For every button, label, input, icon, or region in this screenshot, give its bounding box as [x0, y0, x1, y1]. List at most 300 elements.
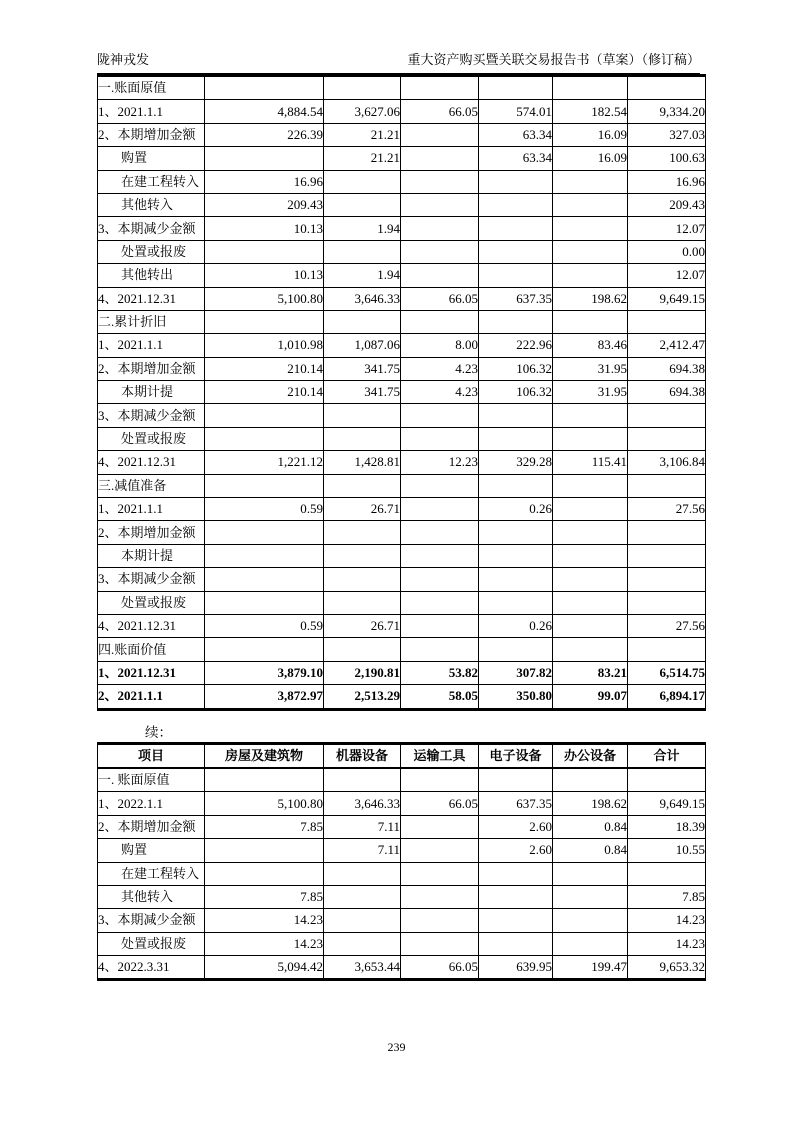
table-row [98, 885, 706, 908]
row-label-cell: 一. 账面原值 [98, 768, 205, 792]
row-label-cell: 在建工程转入 [98, 862, 205, 885]
value-cell: 209.43 [628, 193, 706, 216]
value-cell: 16.96 [628, 170, 706, 193]
value-cell: 9,649.15 [628, 287, 706, 310]
value-cell: 16.09 [553, 147, 628, 170]
value-cell [324, 521, 401, 544]
value-cell: 100.63 [628, 147, 706, 170]
value-cell: 106.32 [479, 357, 553, 380]
value-cell: 27.56 [628, 498, 706, 521]
value-cell [324, 240, 401, 263]
value-cell: 12.07 [628, 217, 706, 240]
table-row [98, 357, 706, 380]
row-label-cell: 其他转出 [98, 264, 205, 287]
value-cell: 210.14 [205, 381, 324, 404]
value-cell [324, 474, 401, 497]
value-cell [324, 310, 401, 333]
value-cell [401, 123, 479, 146]
value-cell [401, 310, 479, 333]
row-label-cell: 1、2021.1.1 [98, 334, 205, 357]
value-cell: 8.00 [401, 334, 479, 357]
fixed-assets-table-2021 [97, 74, 706, 711]
value-cell: 341.75 [324, 357, 401, 380]
row-label-cell: 2、本期增加金额 [98, 357, 205, 380]
value-cell [401, 909, 479, 932]
value-cell: 637.35 [479, 287, 553, 310]
value-cell [628, 591, 706, 614]
value-cell: 7.85 [205, 815, 324, 838]
table-row [98, 474, 706, 497]
value-cell: 3,872.97 [205, 685, 324, 709]
value-cell [553, 404, 628, 427]
value-cell: 694.38 [628, 381, 706, 404]
value-cell [205, 862, 324, 885]
value-cell: 12.23 [401, 451, 479, 474]
value-cell: 63.34 [479, 123, 553, 146]
value-cell [401, 498, 479, 521]
fixed-assets-table-2022 [97, 742, 706, 982]
value-cell: 1,428.81 [324, 451, 401, 474]
value-cell [401, 568, 479, 591]
table-row [98, 193, 706, 216]
value-cell: 66.05 [401, 287, 479, 310]
value-cell [479, 217, 553, 240]
value-cell [479, 76, 553, 100]
value-cell [324, 170, 401, 193]
value-cell [628, 638, 706, 661]
table-row [98, 451, 706, 474]
value-cell [628, 427, 706, 450]
row-label-cell: 3、本期减少金额 [98, 909, 205, 932]
value-cell [479, 193, 553, 216]
value-cell [479, 427, 553, 450]
value-cell [628, 76, 706, 100]
value-cell: 3,646.33 [324, 792, 401, 815]
value-cell: 1.94 [324, 264, 401, 287]
table-row [98, 768, 706, 792]
value-cell: 574.01 [479, 100, 553, 123]
value-cell: 0.84 [553, 839, 628, 862]
table-row [98, 792, 706, 815]
value-cell [553, 193, 628, 216]
page-number: 239 [387, 1040, 406, 1054]
value-cell [324, 862, 401, 885]
value-cell: 7.85 [628, 885, 706, 908]
value-cell: 327.03 [628, 123, 706, 146]
value-cell: 6,514.75 [628, 661, 706, 684]
value-cell [628, 862, 706, 885]
column-header: 运输工具 [401, 743, 479, 768]
value-cell [205, 147, 324, 170]
value-cell [553, 768, 628, 792]
value-cell [479, 568, 553, 591]
value-cell: 10.13 [205, 217, 324, 240]
value-cell: 14.23 [205, 932, 324, 955]
row-label-cell: 1、2021.12.31 [98, 661, 205, 684]
column-header: 机器设备 [324, 743, 401, 768]
value-cell [479, 474, 553, 497]
value-cell: 1,221.12 [205, 451, 324, 474]
value-cell: 53.82 [401, 661, 479, 684]
row-label-cell: 二.累计折旧 [98, 310, 205, 333]
value-cell [479, 638, 553, 661]
value-cell [479, 310, 553, 333]
value-cell [401, 768, 479, 792]
row-label-cell: 处置或报废 [98, 932, 205, 955]
value-cell: 58.05 [401, 685, 479, 709]
table-row [98, 638, 706, 661]
value-cell: 1.94 [324, 217, 401, 240]
value-cell [479, 170, 553, 193]
value-cell [479, 768, 553, 792]
table-row [98, 685, 706, 709]
value-cell [324, 885, 401, 908]
value-cell: 2.60 [479, 815, 553, 838]
value-cell: 637.35 [479, 792, 553, 815]
value-cell [205, 839, 324, 862]
value-cell [479, 404, 553, 427]
value-cell: 26.71 [324, 614, 401, 637]
value-cell [205, 240, 324, 263]
value-cell: 27.56 [628, 614, 706, 637]
value-cell [401, 614, 479, 637]
value-cell: 0.26 [479, 614, 553, 637]
value-cell [324, 638, 401, 661]
row-label-cell: 本期计提 [98, 381, 205, 404]
value-cell [401, 815, 479, 838]
value-cell [553, 76, 628, 100]
value-cell [324, 932, 401, 955]
table-row [98, 909, 706, 932]
value-cell [401, 404, 479, 427]
table-row [98, 123, 706, 146]
value-cell [401, 427, 479, 450]
row-label-cell: 4、2022.3.31 [98, 956, 205, 980]
value-cell: 99.07 [553, 685, 628, 709]
value-cell [553, 217, 628, 240]
value-cell [205, 638, 324, 661]
row-label-cell: 4、2021.12.31 [98, 614, 205, 637]
value-cell: 639.95 [479, 956, 553, 980]
value-cell [401, 170, 479, 193]
value-cell [553, 568, 628, 591]
value-cell: 5,100.80 [205, 792, 324, 815]
value-cell: 5,094.42 [205, 956, 324, 980]
row-label-cell: 2、2021.1.1 [98, 685, 205, 709]
value-cell [401, 932, 479, 955]
table-header-row [98, 743, 706, 768]
value-cell [553, 932, 628, 955]
value-cell [479, 521, 553, 544]
value-cell: 3,646.33 [324, 287, 401, 310]
value-cell [401, 474, 479, 497]
value-cell: 14.23 [205, 909, 324, 932]
table-row [98, 147, 706, 170]
value-cell: 3,627.06 [324, 100, 401, 123]
value-cell [401, 240, 479, 263]
value-cell: 14.23 [628, 932, 706, 955]
value-cell: 7.85 [205, 885, 324, 908]
value-cell: 2,190.81 [324, 661, 401, 684]
row-label-cell: 一.账面原值 [98, 76, 205, 100]
row-label-cell: 本期计提 [98, 544, 205, 567]
table-row [98, 614, 706, 637]
row-label-cell: 购置 [98, 839, 205, 862]
value-cell: 226.39 [205, 123, 324, 146]
value-cell [401, 76, 479, 100]
value-cell [553, 474, 628, 497]
value-cell: 115.41 [553, 451, 628, 474]
row-label-cell: 3、本期减少金额 [98, 404, 205, 427]
value-cell: 9,653.32 [628, 956, 706, 980]
table-row [98, 839, 706, 862]
value-cell: 31.95 [553, 357, 628, 380]
value-cell [628, 310, 706, 333]
row-label-cell: 4、2021.12.31 [98, 287, 205, 310]
row-label-cell: 2、本期增加金额 [98, 815, 205, 838]
table-row [98, 264, 706, 287]
value-cell: 66.05 [401, 956, 479, 980]
value-cell [479, 909, 553, 932]
value-cell: 66.05 [401, 792, 479, 815]
row-label-cell: 其他转入 [98, 193, 205, 216]
value-cell: 10.55 [628, 839, 706, 862]
value-cell: 3,106.84 [628, 451, 706, 474]
value-cell [324, 544, 401, 567]
value-cell [553, 427, 628, 450]
table-row [98, 76, 706, 100]
value-cell [479, 932, 553, 955]
value-cell [324, 568, 401, 591]
value-cell: 210.14 [205, 357, 324, 380]
row-label-cell: 3、本期减少金额 [98, 568, 205, 591]
value-cell [401, 544, 479, 567]
value-cell: 199.47 [553, 956, 628, 980]
value-cell [553, 264, 628, 287]
value-cell: 0.59 [205, 614, 324, 637]
value-cell [628, 544, 706, 567]
value-cell: 63.34 [479, 147, 553, 170]
column-header: 办公设备 [553, 743, 628, 768]
value-cell [324, 909, 401, 932]
value-cell: 7.11 [324, 839, 401, 862]
value-cell [205, 474, 324, 497]
value-cell: 182.54 [553, 100, 628, 123]
value-cell: 31.95 [553, 381, 628, 404]
row-label-cell: 在建工程转入 [98, 170, 205, 193]
value-cell: 14.23 [628, 909, 706, 932]
value-cell [401, 521, 479, 544]
table-row [98, 815, 706, 838]
value-cell: 4.23 [401, 357, 479, 380]
row-label-cell: 购置 [98, 147, 205, 170]
value-cell [205, 591, 324, 614]
value-cell [479, 591, 553, 614]
value-cell [553, 614, 628, 637]
value-cell: 18.39 [628, 815, 706, 838]
table-row [98, 240, 706, 263]
value-cell: 16.09 [553, 123, 628, 146]
column-header: 电子设备 [479, 743, 553, 768]
value-cell [553, 909, 628, 932]
row-label-cell: 四.账面价值 [98, 638, 205, 661]
value-cell: 694.38 [628, 357, 706, 380]
value-cell [401, 193, 479, 216]
value-cell [479, 544, 553, 567]
table-row [98, 956, 706, 980]
value-cell [553, 544, 628, 567]
table-row [98, 498, 706, 521]
value-cell [205, 521, 324, 544]
value-cell: 16.96 [205, 170, 324, 193]
table-row [98, 381, 706, 404]
value-cell: 6,894.17 [628, 685, 706, 709]
table-row [98, 932, 706, 955]
value-cell: 341.75 [324, 381, 401, 404]
value-cell [401, 591, 479, 614]
value-cell: 83.46 [553, 334, 628, 357]
value-cell: 0.00 [628, 240, 706, 263]
value-cell [401, 264, 479, 287]
value-cell [479, 885, 553, 908]
value-cell: 3,879.10 [205, 661, 324, 684]
value-cell: 350.80 [479, 685, 553, 709]
value-cell: 12.07 [628, 264, 706, 287]
table-row [98, 404, 706, 427]
value-cell [324, 76, 401, 100]
value-cell: 0.59 [205, 498, 324, 521]
row-label-cell: 2、本期增加金额 [98, 521, 205, 544]
table-row [98, 544, 706, 567]
value-cell: 209.43 [205, 193, 324, 216]
value-cell [401, 862, 479, 885]
table-row [98, 521, 706, 544]
value-cell: 198.62 [553, 792, 628, 815]
value-cell: 21.21 [324, 123, 401, 146]
table-row [98, 334, 706, 357]
row-label-cell: 1、2021.1.1 [98, 498, 205, 521]
value-cell: 1,087.06 [324, 334, 401, 357]
value-cell [628, 521, 706, 544]
row-label-cell: 2、本期增加金额 [98, 123, 205, 146]
continuation-label: 续： [145, 724, 172, 740]
value-cell [324, 427, 401, 450]
value-cell: 0.26 [479, 498, 553, 521]
value-cell [401, 885, 479, 908]
table-row [98, 100, 706, 123]
value-cell: 0.84 [553, 815, 628, 838]
table-row [98, 661, 706, 684]
value-cell [401, 147, 479, 170]
value-cell [553, 240, 628, 263]
value-cell: 2,513.29 [324, 685, 401, 709]
value-cell [553, 521, 628, 544]
column-header: 项目 [98, 743, 205, 768]
value-cell: 21.21 [324, 147, 401, 170]
value-cell [628, 474, 706, 497]
table-row [98, 310, 706, 333]
value-cell [479, 264, 553, 287]
table-row [98, 568, 706, 591]
value-cell [553, 310, 628, 333]
value-cell: 66.05 [401, 100, 479, 123]
page-header [97, 52, 700, 74]
value-cell: 1,010.98 [205, 334, 324, 357]
row-label-cell: 4、2021.12.31 [98, 451, 205, 474]
header-company-name: 陇神戎发 [97, 52, 150, 67]
value-cell [205, 76, 324, 100]
value-cell [553, 885, 628, 908]
value-cell [401, 217, 479, 240]
table-row [98, 427, 706, 450]
row-label-cell: 1、2021.1.1 [98, 100, 205, 123]
column-header: 房屋及建筑物 [205, 743, 324, 768]
value-cell [205, 568, 324, 591]
row-label-cell: 三.减值准备 [98, 474, 205, 497]
row-label-cell: 处置或报废 [98, 240, 205, 263]
value-cell: 307.82 [479, 661, 553, 684]
value-cell [628, 768, 706, 792]
value-cell [479, 862, 553, 885]
value-cell [205, 427, 324, 450]
table-row [98, 287, 706, 310]
value-cell [324, 768, 401, 792]
value-cell [628, 404, 706, 427]
value-cell [324, 591, 401, 614]
value-cell [553, 638, 628, 661]
value-cell: 26.71 [324, 498, 401, 521]
page-content [97, 74, 705, 981]
value-cell [205, 544, 324, 567]
value-cell [401, 839, 479, 862]
row-label-cell: 1、2022.1.1 [98, 792, 205, 815]
row-label-cell: 处置或报废 [98, 591, 205, 614]
value-cell: 9,649.15 [628, 792, 706, 815]
value-cell: 222.96 [479, 334, 553, 357]
value-cell [205, 310, 324, 333]
value-cell [553, 170, 628, 193]
value-cell: 10.13 [205, 264, 324, 287]
value-cell: 9,334.20 [628, 100, 706, 123]
value-cell [205, 768, 324, 792]
value-cell [553, 591, 628, 614]
value-cell: 2,412.47 [628, 334, 706, 357]
table-row [98, 862, 706, 885]
table-row [98, 591, 706, 614]
header-report-title: 重大资产购买暨关联交易报告书（草案）（修订稿） [407, 52, 700, 67]
value-cell: 4,884.54 [205, 100, 324, 123]
value-cell [401, 638, 479, 661]
value-cell [324, 404, 401, 427]
value-cell [479, 240, 553, 263]
value-cell: 3,653.44 [324, 956, 401, 980]
table-row [98, 170, 706, 193]
row-label-cell: 处置或报废 [98, 427, 205, 450]
value-cell: 2.60 [479, 839, 553, 862]
value-cell: 83.21 [553, 661, 628, 684]
column-header: 合计 [628, 743, 706, 768]
table-row [98, 217, 706, 240]
value-cell: 106.32 [479, 381, 553, 404]
row-label-cell: 其他转入 [98, 885, 205, 908]
value-cell: 198.62 [553, 287, 628, 310]
value-cell [553, 862, 628, 885]
value-cell: 7.11 [324, 815, 401, 838]
value-cell [324, 193, 401, 216]
value-cell [628, 568, 706, 591]
value-cell [553, 498, 628, 521]
value-cell: 5,100.80 [205, 287, 324, 310]
